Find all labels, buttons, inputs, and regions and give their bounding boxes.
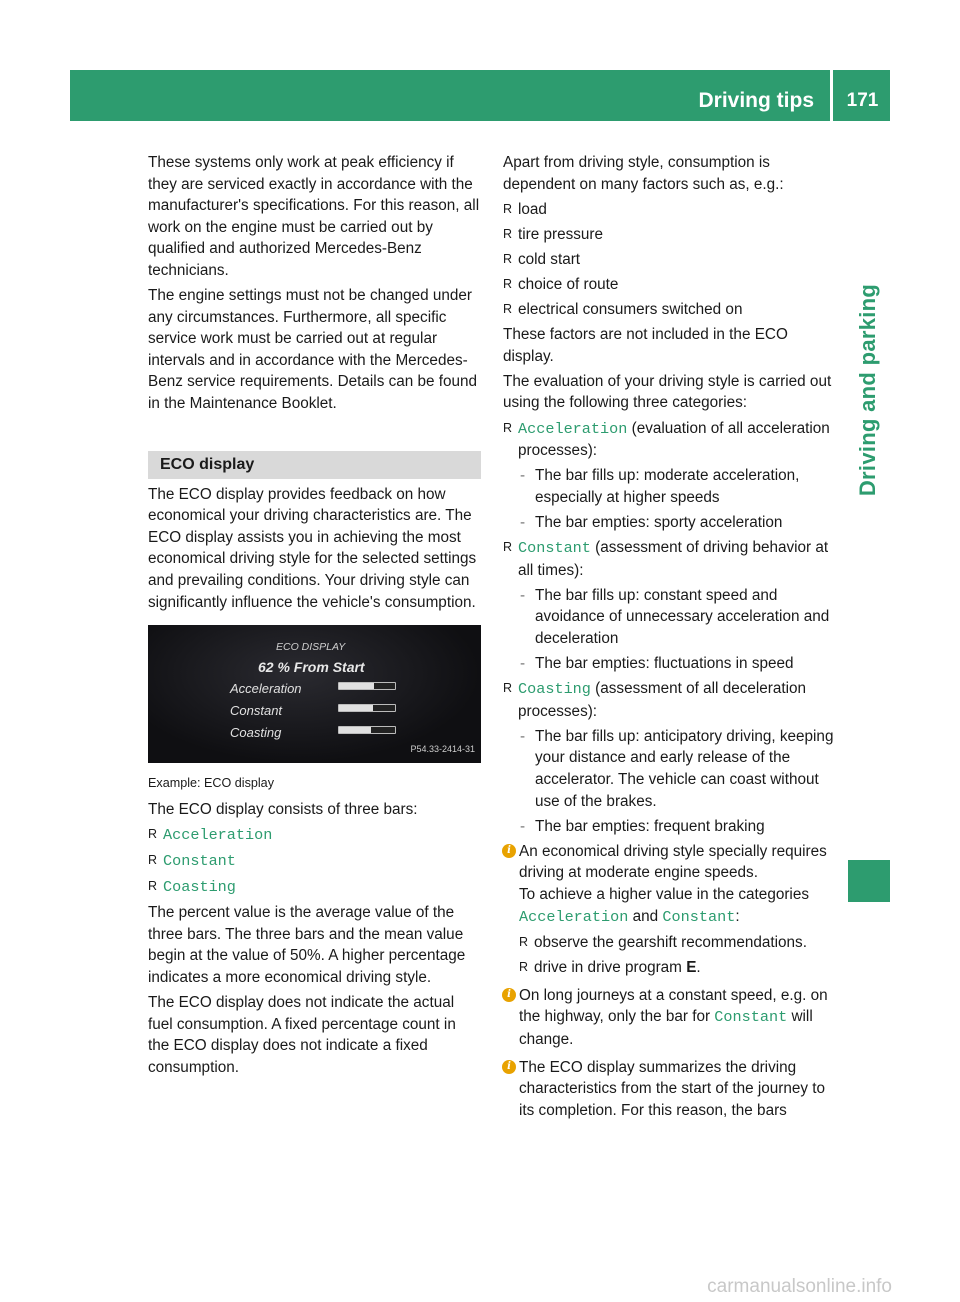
info-text-end: will change. bbox=[519, 1008, 813, 1048]
paragraph: The evaluation of your driving style is carried out using the following three categories: bbox=[503, 372, 832, 412]
image-code: P54.33-2414-31 bbox=[410, 743, 475, 754]
display-row-label: Coasting bbox=[230, 725, 282, 741]
info-text: On long journeys at a constant speed, e.g. on the highway, only the bar for bbox=[519, 986, 828, 1026]
category-description: (assessment of driving behavior at all times): bbox=[518, 539, 829, 579]
paragraph: The ECO display consists of three bars: bbox=[148, 800, 418, 818]
section-heading: Driving tips bbox=[698, 89, 814, 112]
sub-item bbox=[503, 816, 835, 838]
conjunction: and bbox=[628, 907, 663, 925]
list-item: R cold start bbox=[503, 249, 835, 271]
paragraph: The ECO display provides feedback on how economical your driving characteristics are. The ECO display assists you in achieving the most economical driving style for the selected settings and prevailing conditions. Your driving style can significantly influence the vehicle's consumption. bbox=[148, 485, 477, 611]
display-bar-fill bbox=[339, 683, 374, 689]
sub-item bbox=[503, 512, 835, 534]
display-bar bbox=[338, 682, 396, 690]
figure-caption: Example: ECO display bbox=[148, 776, 274, 791]
category-description: (evaluation of all acceleration processes): bbox=[518, 419, 830, 460]
info-lead: To achieve a higher value in the categories bbox=[519, 885, 809, 903]
info-icon: i bbox=[502, 988, 516, 1002]
list-item: R load bbox=[503, 199, 835, 221]
display-bar bbox=[338, 704, 396, 712]
category-description: (assessment of all deceleration processes): bbox=[518, 680, 807, 720]
sub-item-text: The bar fills up: constant speed and avoidance of unnecessary acceleration and deceleration bbox=[535, 586, 830, 647]
info-text: The ECO display summarizes the driving characteristics from the start of the journey to its completion. For this reason, the bars bbox=[519, 1058, 826, 1119]
display-term: Constant bbox=[163, 851, 236, 870]
list-item: R electrical consumers switched on bbox=[503, 299, 835, 321]
display-bar-fill bbox=[339, 727, 371, 733]
list-item bbox=[503, 678, 835, 722]
sub-item bbox=[503, 585, 835, 650]
colon: : bbox=[735, 907, 740, 925]
sub-item bbox=[503, 726, 835, 812]
sub-item-text: The bar empties: frequent braking bbox=[535, 817, 765, 835]
dash-marker: - bbox=[520, 586, 526, 604]
dash-marker: - bbox=[520, 654, 526, 672]
dash-marker: - bbox=[520, 727, 526, 745]
sub-item-text: The bar empties: sporty acceleration bbox=[535, 513, 783, 531]
info-note bbox=[503, 985, 835, 1051]
info-note bbox=[503, 1057, 835, 1122]
drive-program: E bbox=[686, 959, 697, 977]
right-column bbox=[503, 152, 835, 1125]
info-icon: i bbox=[502, 844, 516, 858]
sub-item bbox=[503, 465, 835, 508]
side-tab bbox=[848, 210, 888, 570]
info-list-item: R observe the gearshift recommendations. bbox=[503, 932, 835, 954]
item-text: drive in drive program bbox=[534, 959, 687, 977]
display-bar bbox=[338, 726, 396, 734]
left-column bbox=[148, 152, 481, 1082]
paragraph: These factors are not included in the ECO display. bbox=[503, 326, 788, 365]
sub-item-text: The bar fills up: moderate acceleration, especially at higher speeds bbox=[535, 467, 800, 506]
side-tab-marker bbox=[848, 860, 890, 902]
list-item bbox=[503, 537, 835, 581]
list-item bbox=[148, 876, 481, 899]
info-text: An economical driving style specially requires driving at moderate engine speeds. bbox=[519, 842, 827, 882]
sub-item bbox=[503, 653, 835, 675]
eco-display-image bbox=[148, 625, 481, 763]
paragraph: Apart from driving style, consumption is dependent on many factors such as, e.g.: bbox=[503, 154, 784, 193]
side-tab-label: Driving and parking bbox=[855, 283, 880, 497]
display-title: ECO DISPLAY bbox=[276, 641, 346, 654]
list-item bbox=[148, 850, 481, 873]
paragraph: The ECO display does not indicate the actual fuel consumption. A fixed percentage count in the ECO display does not indicate a fixed consumption. bbox=[148, 994, 456, 1076]
paragraph: The percent value is the average value of the three bars. The three bars and the mean value begin at the value of 50%. A higher percentage indicates a more economical driving style. bbox=[148, 904, 466, 986]
watermark: carmanualsonline.info bbox=[707, 1276, 892, 1297]
display-term: Acceleration bbox=[519, 907, 629, 926]
display-term: Coasting bbox=[163, 878, 236, 897]
display-term: Constant bbox=[518, 539, 591, 557]
header-bar bbox=[70, 70, 890, 121]
display-value: 62 % From Start bbox=[258, 659, 365, 676]
page-number: 171 bbox=[846, 90, 879, 111]
section-title: ECO display bbox=[148, 451, 481, 479]
info-note bbox=[503, 841, 835, 928]
info-icon: i bbox=[502, 1060, 516, 1074]
list-item: R tire pressure bbox=[503, 224, 835, 246]
sub-item-text: The bar empties: fluctuations in speed bbox=[535, 654, 794, 672]
display-term: Acceleration bbox=[518, 419, 628, 438]
dash-marker: - bbox=[520, 817, 526, 835]
sub-item-text: The bar fills up: anticipatory driving, keeping your distance and early release of the accelerator. The vehicle can coast without use of the brakes. bbox=[535, 727, 834, 810]
dash-marker: - bbox=[520, 513, 526, 531]
display-term: Acceleration bbox=[163, 825, 273, 844]
paragraph: These systems only work at peak efficiency if they are serviced exactly in accordance with the manufacturer's specifications. For this reason, all work on the engine must be carried out by qualified and authorized Mercedes-Benz technicians. bbox=[148, 154, 480, 279]
info-list-item bbox=[503, 957, 835, 979]
list-item: R choice of route bbox=[503, 274, 835, 296]
display-term: Coasting bbox=[518, 680, 591, 699]
list-item bbox=[503, 418, 835, 462]
display-term: Constant bbox=[662, 907, 736, 926]
display-row-label: Constant bbox=[230, 703, 283, 719]
header-separator bbox=[830, 70, 833, 121]
list-item bbox=[148, 824, 481, 847]
info-text bbox=[519, 884, 835, 928]
dash-marker: - bbox=[520, 467, 526, 485]
item-end: . bbox=[696, 959, 701, 977]
display-term: Constant bbox=[714, 1008, 788, 1027]
display-row-label: Acceleration bbox=[230, 681, 302, 697]
paragraph: The engine settings must not be changed under any circumstances. Furthermore, all specific service work must be carried out at regular intervals and in accordance with the Mercedes-Benz service requirements. Details can be found in the Maintenance Booklet. bbox=[148, 287, 478, 413]
display-bar-fill bbox=[339, 705, 373, 711]
